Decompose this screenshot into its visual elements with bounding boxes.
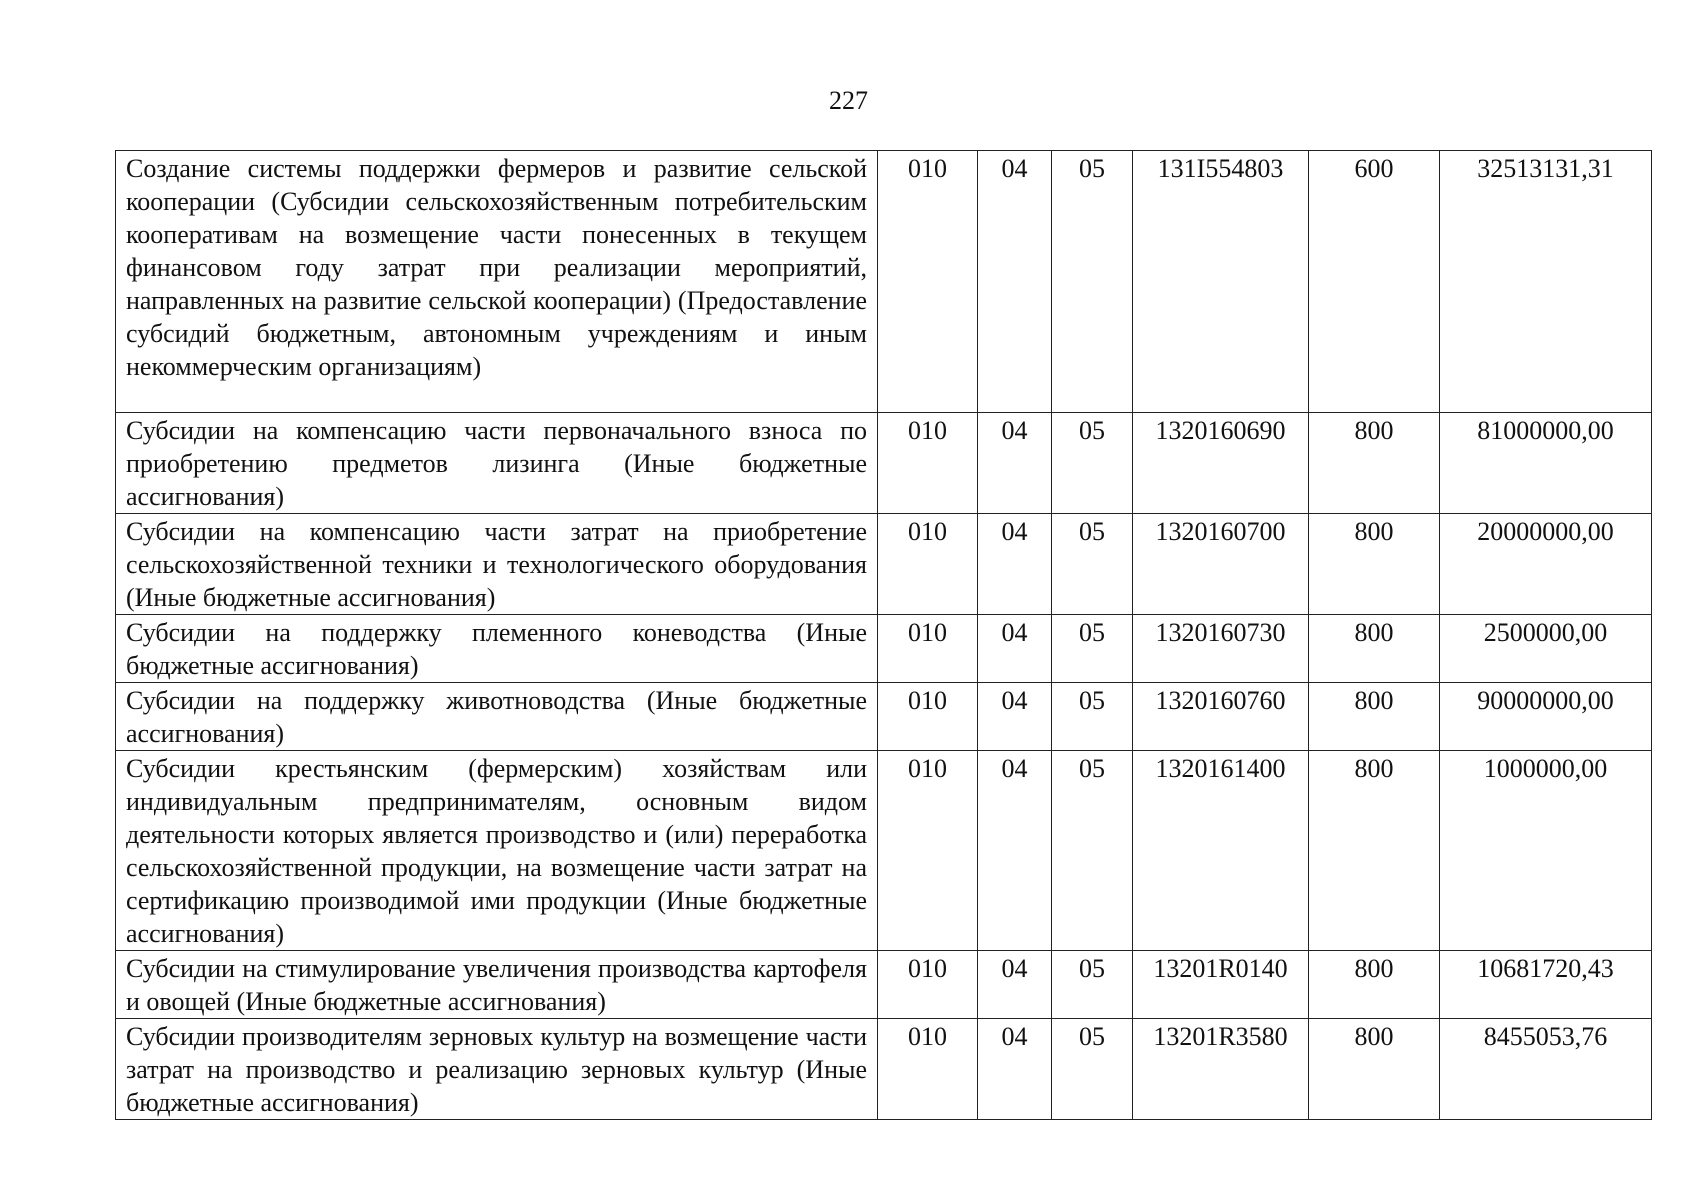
target-article-code: 131I554803 (1133, 151, 1309, 413)
amount: 20000000,00 (1440, 514, 1652, 615)
row-description: Субсидии крестьянским (фермерским) хозяйствам или индивидуальным предпринимателям, основным видом деятельности которых является производство и (или) переработка сельскохозяйственной продукции, на возмещение части затрат на сертификацию производимой ими продукции (Иные бюджетные ассигнования) (116, 751, 878, 951)
amount: 32513131,31 (1440, 151, 1652, 413)
target-article-code: 1320160760 (1133, 683, 1309, 751)
subsection-code: 05 (1052, 413, 1133, 514)
section-code: 04 (978, 683, 1052, 751)
row-description: Субсидии на поддержку животноводства (Иные бюджетные ассигнования) (116, 683, 878, 751)
table-row (116, 615, 1652, 683)
subsection-code: 05 (1052, 151, 1133, 413)
row-description: Субсидии на компенсацию части первоначального взноса по приобретению предметов лизинга (Иные бюджетные ассигнования) (116, 413, 878, 514)
ministry-code: 010 (878, 615, 978, 683)
row-description: Субсидии на поддержку племенного коневодства (Иные бюджетные ассигнования) (116, 615, 878, 683)
section-code: 04 (978, 615, 1052, 683)
amount: 2500000,00 (1440, 615, 1652, 683)
row-description: Создание системы поддержки фермеров и развитие сельской кооперации (Субсидии сельскохозяйственным потребительским кооперативам на возмещение части понесенных в текущем финансовом году затрат при реализации мероприятий, направленных на развитие сельской кооперации) (Предоставление субсидий бюджетным, автономным учреждениям и иным некоммерческим организациям) (116, 151, 878, 413)
row-description: Субсидии производителям зерновых культур на возмещение части затрат на производство и реализацию зерновых культур (Иные бюджетные ассигнования) (116, 1019, 878, 1120)
table-row (116, 151, 1652, 413)
budget-table (115, 150, 1652, 1120)
section-code: 04 (978, 151, 1052, 413)
subsection-code: 05 (1052, 615, 1133, 683)
table-row (116, 951, 1652, 1019)
row-description: Субсидии на компенсацию части затрат на приобретение сельскохозяйственной техники и технологического оборудования (Иные бюджетные ассигнования) (116, 514, 878, 615)
table-row (116, 1019, 1652, 1120)
ministry-code: 010 (878, 951, 978, 1019)
table-row (116, 751, 1652, 951)
ministry-code: 010 (878, 751, 978, 951)
ministry-code: 010 (878, 413, 978, 514)
ministry-code: 010 (878, 151, 978, 413)
subsection-code: 05 (1052, 751, 1133, 951)
section-code: 04 (978, 951, 1052, 1019)
target-article-code: 1320160700 (1133, 514, 1309, 615)
amount: 90000000,00 (1440, 683, 1652, 751)
target-article-code: 13201R0140 (1133, 951, 1309, 1019)
ministry-code: 010 (878, 1019, 978, 1120)
section-code: 04 (978, 751, 1052, 951)
ministry-code: 010 (878, 683, 978, 751)
subsection-code: 05 (1052, 1019, 1133, 1120)
target-article-code: 1320161400 (1133, 751, 1309, 951)
expense-type-code: 800 (1309, 1019, 1440, 1120)
amount: 81000000,00 (1440, 413, 1652, 514)
target-article-code: 1320160690 (1133, 413, 1309, 514)
table-row (116, 413, 1652, 514)
expense-type-code: 800 (1309, 683, 1440, 751)
table-row (116, 683, 1652, 751)
amount: 10681720,43 (1440, 951, 1652, 1019)
target-article-code: 13201R3580 (1133, 1019, 1309, 1120)
section-code: 04 (978, 1019, 1052, 1120)
expense-type-code: 800 (1309, 951, 1440, 1019)
subsection-code: 05 (1052, 951, 1133, 1019)
subsection-code: 05 (1052, 683, 1133, 751)
expense-type-code: 800 (1309, 514, 1440, 615)
expense-type-code: 800 (1309, 751, 1440, 951)
subsection-code: 05 (1052, 514, 1133, 615)
amount: 1000000,00 (1440, 751, 1652, 951)
table-row (116, 514, 1652, 615)
amount: 8455053,76 (1440, 1019, 1652, 1120)
page-number: 227 (829, 86, 868, 115)
section-code: 04 (978, 413, 1052, 514)
target-article-code: 1320160730 (1133, 615, 1309, 683)
ministry-code: 010 (878, 514, 978, 615)
section-code: 04 (978, 514, 1052, 615)
expense-type-code: 800 (1309, 615, 1440, 683)
expense-type-code: 800 (1309, 413, 1440, 514)
expense-type-code: 600 (1309, 151, 1440, 413)
row-description: Субсидии на стимулирование увеличения производства картофеля и овощей (Иные бюджетные ассигнования) (116, 951, 878, 1019)
